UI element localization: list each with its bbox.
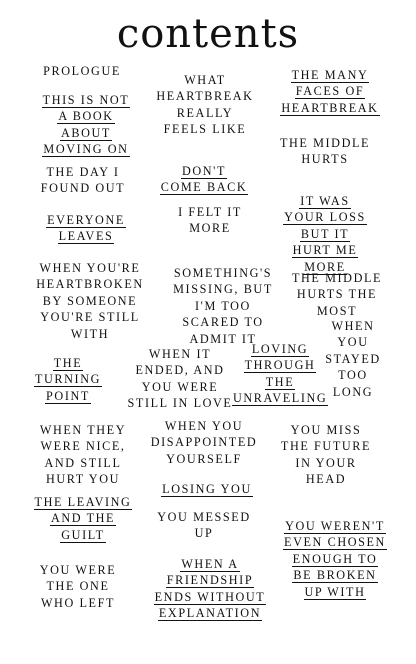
entry-line (30, 438, 136, 454)
entry-line-text: I'M TOO (195, 298, 251, 313)
entry-line (268, 135, 382, 151)
entry-line (150, 72, 260, 88)
entry-losing-you[interactable] (152, 481, 262, 497)
entry-line (155, 179, 253, 195)
entry-line (118, 362, 242, 378)
entry-you-werent-even-chosen-enough-to-be-broken-up-with[interactable] (276, 518, 394, 600)
entry-line-text: FOUND OUT (40, 181, 126, 196)
entry-line (276, 518, 394, 534)
entry-line-text: HURT ME (292, 243, 358, 258)
entry-prologue[interactable] (40, 63, 124, 79)
entry-line-text: MOST (316, 303, 358, 318)
entry-line (165, 298, 281, 314)
entry-line (276, 584, 394, 600)
entry-line (30, 309, 150, 325)
entry-line-text: GUILT (61, 527, 105, 542)
entry-line-text: SCARED TO (182, 315, 264, 330)
entry-line-text: ABOUT (61, 125, 111, 140)
entry-line-text: THE MIDDLE (279, 136, 371, 150)
entry-line (30, 494, 136, 510)
entry-line-text: WITH (70, 326, 110, 341)
entry-when-it-ended-and-you-were-still-in-love[interactable] (118, 346, 242, 412)
entry-line (30, 510, 136, 526)
entry-line (150, 525, 258, 541)
entry-line-text: AND THE (50, 511, 116, 526)
entry-line-text: WHEN A (181, 557, 239, 571)
entry-line (320, 384, 386, 400)
entry-line-text: MORE (189, 221, 231, 236)
entry-line (232, 390, 328, 406)
entry-line-text: HEARTBREAK (281, 100, 379, 115)
entry-line (150, 121, 260, 137)
entry-when-they-were-nice-and-still-hurt-you[interactable] (30, 422, 136, 488)
entry-line (30, 578, 126, 594)
entry-line-text: DON'T (181, 164, 227, 178)
entry-line-text: SOMETHING'S (173, 266, 273, 280)
entry-line-text: COME BACK (160, 180, 248, 195)
entry-line (32, 141, 140, 157)
entry-everyone-leaves[interactable] (40, 212, 132, 245)
entry-line-text: BUT IT (300, 226, 350, 241)
entry-line-text: UP WITH (304, 584, 366, 599)
entry-line (285, 286, 389, 302)
entry-line (276, 534, 394, 550)
entry-line (30, 355, 106, 371)
entry-line (285, 303, 389, 319)
entry-line (30, 471, 136, 487)
entry-line-text: MORE (304, 259, 346, 274)
entry-line (30, 326, 150, 342)
entry-line (30, 388, 106, 404)
entry-the-turning-point[interactable] (30, 355, 106, 404)
entry-line (232, 341, 328, 357)
entry-line (320, 334, 386, 350)
entry-line (272, 471, 380, 487)
entry-line-text: MISSING, BUT (173, 282, 273, 297)
entry-line-text: THE FUTURE (280, 439, 372, 454)
entry-this-is-not-a-book-about-moving-on[interactable] (32, 92, 140, 158)
entry-line-text: HURTS THE (296, 287, 378, 302)
entry-line (232, 374, 328, 390)
entry-the-many-faces-of-heartbreak[interactable] (278, 67, 382, 116)
entry-line-text: DISAPPOINTED (150, 435, 258, 450)
entry-line (32, 108, 140, 124)
entry-line-text: IN YOUR (295, 455, 357, 470)
entry-the-leaving-and-the-guilt[interactable] (30, 494, 136, 543)
entry-line-text: LONG (332, 384, 374, 399)
entry-line (118, 395, 242, 411)
entry-line (40, 228, 132, 244)
entry-line-text: FRIENDSHIP (166, 573, 254, 588)
entry-line-text: TURNING (34, 372, 102, 387)
entry-line (140, 418, 268, 434)
entry-line (155, 163, 253, 179)
entry-line (268, 151, 382, 167)
entry-line (278, 100, 382, 116)
entry-line (30, 422, 136, 438)
entry-line (34, 164, 132, 180)
entry-line (278, 67, 382, 83)
entry-when-you-disappointed-yourself[interactable] (140, 418, 268, 467)
entry-when-a-friendship-ends-without-explanation[interactable] (150, 556, 270, 622)
entry-line-text: ADMIT IT (189, 331, 257, 346)
entry-you-were-the-one-who-left[interactable] (30, 562, 126, 611)
entry-line (150, 105, 260, 121)
entry-line-text: WHAT (184, 73, 226, 87)
entry-line (320, 367, 386, 383)
entry-i-felt-it-more[interactable] (170, 204, 250, 237)
entry-line-text: PROLOGUE (43, 64, 121, 78)
entry-line (30, 527, 136, 543)
entry-line-text: YOU MESSED (157, 510, 251, 524)
entry-line (40, 212, 132, 228)
entry-line-text: WHEN YOU'RE (39, 261, 141, 275)
entry-line (272, 438, 380, 454)
entry-line-text: THE DAY I (46, 165, 120, 179)
entry-line-text: TOO (338, 368, 368, 383)
entry-the-day-i-found-out[interactable] (34, 164, 132, 197)
entry-line-text: WHEN IT (148, 347, 212, 361)
entry-line-text: YOUR LOSS (284, 210, 366, 225)
entry-line-text: YOURSELF (166, 451, 242, 466)
entry-it-was-your-loss-but-it-hurt-me-more[interactable] (280, 193, 370, 275)
entry-line (280, 226, 370, 242)
entry-line-text: WHEN THEY (39, 423, 127, 437)
entry-line (276, 567, 394, 583)
entry-line-text: REALLY (176, 105, 234, 120)
entry-when-youre-heartbroken-by-someone-youre-still-with[interactable] (30, 260, 150, 342)
entry-line-text: WHEN (331, 319, 375, 333)
entry-line-text: STILL IN LOVE (127, 396, 233, 411)
entry-line-text: YOU (337, 335, 369, 350)
entry-line (165, 314, 281, 330)
entry-line-text: YOU'RE STILL (40, 310, 140, 325)
entry-line-text: HEAD (305, 472, 347, 487)
page-title: contents (116, 11, 300, 57)
entry-line (34, 180, 132, 196)
entry-line-text: THE (265, 374, 295, 389)
entry-line (150, 88, 260, 104)
entry-line (320, 318, 386, 334)
entry-line (32, 92, 140, 108)
entry-you-miss-the-future-in-your-head[interactable] (272, 422, 380, 488)
entry-line-text: WERE NICE, (40, 439, 126, 454)
entry-line-text: THE ONE (46, 579, 110, 594)
entry-line-text: A BOOK (58, 109, 114, 124)
entry-line-text: BY SOMEONE (42, 293, 138, 308)
entry-line-text: ENDS WITHOUT (154, 589, 266, 604)
entry-line-text: FEELS LIKE (163, 122, 247, 137)
entry-line (170, 220, 250, 236)
entry-line-text: HURTS (301, 152, 349, 167)
entry-line (140, 434, 268, 450)
entry-line (280, 193, 370, 209)
entry-line-text: WHO LEFT (40, 595, 116, 610)
entry-line (30, 455, 136, 471)
entry-line-text: UP (194, 526, 214, 541)
entry-you-messed-up[interactable] (150, 509, 258, 542)
entry-line (276, 551, 394, 567)
entry-line (150, 509, 258, 525)
entry-what-heartbreak-really-feels-like[interactable] (150, 72, 260, 138)
entry-line (165, 265, 281, 281)
entry-line (30, 293, 150, 309)
entry-loving-through-the-unraveling[interactable] (232, 341, 328, 407)
entry-line (30, 595, 126, 611)
entry-line (152, 481, 262, 497)
entry-line (150, 556, 270, 572)
entry-line (278, 83, 382, 99)
entry-dont-come-back[interactable] (155, 163, 253, 196)
entry-line (30, 260, 150, 276)
entry-line (320, 351, 386, 367)
entry-line-text: EVERYONE (47, 213, 125, 227)
entry-line (280, 242, 370, 258)
entry-line (272, 455, 380, 471)
entry-line-text: IT WAS (300, 194, 350, 208)
entry-line (150, 605, 270, 621)
entry-line (280, 209, 370, 225)
entry-line-text: THE MIDDLE (291, 271, 383, 285)
entry-line-text: HEARTBREAK (156, 89, 254, 104)
entry-line (30, 276, 150, 292)
entry-line-text: HEARTBROKEN (36, 277, 144, 292)
entry-line (30, 562, 126, 578)
entry-line-text: THE (53, 356, 83, 370)
entry-line-text: YOU MISS (290, 423, 362, 437)
entry-line-text: THE LEAVING (34, 495, 132, 509)
entry-line (30, 371, 106, 387)
entry-line (150, 589, 270, 605)
entry-line-text: LOSING YOU (162, 482, 252, 496)
entry-line-text: YOU WEREN'T (285, 519, 385, 533)
entry-line (150, 572, 270, 588)
entry-line-text: AND STILL (44, 455, 122, 470)
entry-line-text: THROUGH (244, 358, 316, 373)
entry-the-middle-hurts[interactable] (268, 135, 382, 168)
entry-line-text: ENOUGH TO (292, 551, 378, 566)
entry-when-you-stayed-too-long[interactable] (320, 318, 386, 400)
entry-line-text: THE MANY (291, 68, 369, 82)
entry-line-text: I FELT IT (178, 205, 242, 219)
entry-line-text: STAYED (325, 351, 381, 366)
entry-line-text: YOU WERE (39, 563, 117, 577)
entry-line (232, 357, 328, 373)
entry-line-text: LEAVES (58, 229, 114, 244)
entry-line (118, 346, 242, 362)
entry-line-text: ENDED, AND (135, 363, 225, 378)
entry-line-text: BE BROKEN (293, 568, 377, 583)
entry-somethings-missing-but-im-too-scared-to-admit-it[interactable] (165, 265, 281, 347)
entry-line-text: EVEN CHOSEN (284, 535, 386, 550)
entry-line-text: THIS IS NOT (42, 93, 130, 107)
entry-line-text: YOU WERE (141, 379, 219, 394)
entry-line (140, 451, 268, 467)
entry-line (272, 422, 380, 438)
entry-line (32, 125, 140, 141)
entry-line-text: UNRAVELING (233, 391, 328, 406)
entry-line (165, 281, 281, 297)
entry-line-text: LOVING (251, 342, 309, 356)
entry-line-text: POINT (46, 388, 90, 403)
entry-line-text: MOVING ON (43, 142, 129, 157)
entry-line (285, 270, 389, 286)
entry-line-text: WHEN YOU (164, 419, 244, 433)
entry-line (118, 379, 242, 395)
entry-the-middle-hurts-the-most[interactable] (285, 270, 389, 319)
entry-line-text: FACES OF (295, 84, 365, 99)
entry-line (170, 204, 250, 220)
entry-line-text: HURT YOU (45, 472, 121, 487)
entry-line (40, 63, 124, 79)
entry-line-text: EXPLANATION (158, 606, 262, 621)
